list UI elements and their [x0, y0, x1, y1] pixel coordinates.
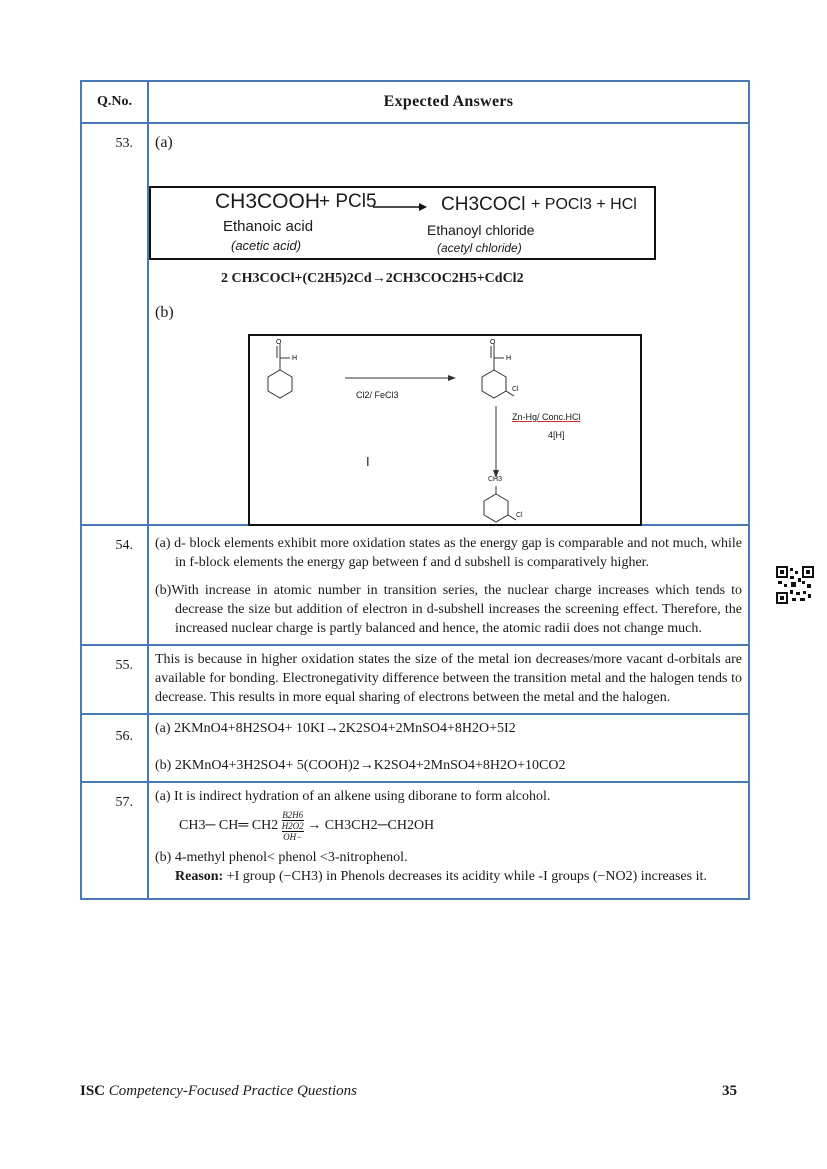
table-row-q56: [81, 714, 749, 782]
qno-56: 56.: [81, 714, 148, 782]
product-rest: + POCl3 + HCl: [531, 196, 637, 213]
answer-56-b: (b) 2KMnO4+3H2SO4+ 5(COOH)2→K2SO4+2MnSO4+8H2O+10CO2: [155, 758, 566, 773]
chlorobenzaldehyde-structure-icon: [482, 344, 514, 398]
footer-isc: ISC: [80, 1083, 106, 1099]
table-row-q53: [81, 123, 749, 525]
header-qno: Q.No.: [81, 81, 148, 123]
reagent-2b: 4[H]: [548, 430, 565, 440]
reactant-alt-name: (acetic acid): [231, 238, 302, 253]
answer-57-b: (b) 4-methyl phenol< phenol <3-nitrophenol.: [155, 850, 408, 865]
reagent-1: Cl2/ FeCl3: [356, 390, 399, 400]
qr-code-icon: [776, 566, 814, 604]
answer-53: [148, 123, 749, 525]
svg-text:O: O: [490, 339, 496, 346]
page-number: 35: [722, 1083, 737, 1099]
answer-56: [148, 714, 749, 782]
answer-57: [148, 782, 749, 899]
benzaldehyde-scheme-drawing: [250, 336, 640, 524]
table-row-q55: [81, 645, 749, 714]
svg-text:O: O: [276, 339, 282, 346]
product-name: Ethanoyl chloride: [427, 222, 535, 238]
answers-table: [80, 80, 750, 900]
chlorotoluene-structure-icon: [484, 486, 516, 522]
scheme-marker: I: [366, 454, 370, 469]
ch3-label: CH3: [488, 476, 503, 483]
reagent-2: Zn-Hg/ Conc.HCl: [512, 412, 581, 422]
frac-mid: H2O2: [281, 821, 304, 831]
reactant-2: + PCl5: [319, 191, 377, 212]
answer-57-a: (a) It is indirect hydration of an alkene using diborane to form alcohol.: [155, 789, 551, 804]
reason-label: Reason:: [175, 869, 224, 884]
equation-cadmium: 2 CH3COCl+(C2H5)2Cd→2CH3COC2H5+CdCl2: [221, 271, 524, 286]
eq-left: CH3─ CH═ CH2: [179, 818, 279, 834]
benzaldehyde-structure-icon: [268, 344, 292, 398]
reactant-name: Ethanoic acid: [223, 218, 314, 235]
qno-53: 53.: [81, 123, 148, 525]
part-a-label: (a): [155, 134, 173, 151]
reagent-fraction: [282, 810, 304, 842]
eq-right: → CH3CH2─CH2OH: [307, 818, 435, 834]
svg-text:H: H: [506, 355, 512, 362]
frac-top: B2H6: [282, 810, 304, 820]
cl-label-1: Cl: [512, 386, 519, 393]
table-row-q54: [81, 525, 749, 645]
footer-title: [80, 1083, 357, 1100]
answer-54-b: (b)With increase in atomic number in transition series, the nuclear charge increases which tends to decrease the size but addition of electron in d-subshell increases the screening effect. Therefore, the increased nuclear charge is partly balanced and hence, the atomic radii does not change much.: [155, 583, 742, 636]
frac-bot: OH−: [283, 832, 303, 842]
answer-55: This is because in higher oxidation states the size of the metal ion decreases/more vacant d-orbitals are available for bonding. Electronegativity difference between the transition metal and the halogen tends to decrease. This results in more equal sharing of electrons between the metal and the halogen.: [148, 645, 749, 714]
answer-57-reason: [155, 867, 742, 892]
footer-title-text: Competency-Focused Practice Questions: [105, 1083, 358, 1099]
reason-text: +I group (−CH3) in Phenols decreases its acidity while -I groups (−NO2) increases it.: [223, 869, 707, 884]
cl-label-2: Cl: [516, 512, 523, 519]
answer-56-a: (a) 2KMnO4+8H2SO4+ 10KI→2K2SO4+2MnSO4+8H2O+5I2: [155, 721, 516, 736]
reaction-scheme-image: [248, 334, 642, 526]
table-row-q57: [81, 782, 749, 899]
table-header-row: [81, 81, 749, 123]
reaction-arrow-icon: [373, 202, 427, 212]
answer-54: [148, 525, 749, 645]
product-1: CH3COCl: [441, 194, 526, 215]
hydroboration-equation: [179, 810, 742, 842]
qno-57: 57.: [81, 782, 148, 899]
svg-text:H: H: [292, 355, 298, 362]
product-alt-name: (acetyl chloride): [437, 241, 522, 255]
reactant-1: CH3COOH: [215, 190, 321, 213]
part-b-label: (b): [155, 304, 174, 321]
qno-55: 55.: [81, 645, 148, 714]
qno-54: 54.: [81, 525, 148, 645]
header-answers: Expected Answers: [148, 81, 749, 123]
reaction-image-acetyl-chloride: [149, 186, 656, 260]
answer-54-a: (a) d- block elements exhibit more oxidation states as the energy gap is comparable and not much, while in f-block elements the energy gap between f and d subshell is comparatively higher.: [155, 536, 742, 570]
